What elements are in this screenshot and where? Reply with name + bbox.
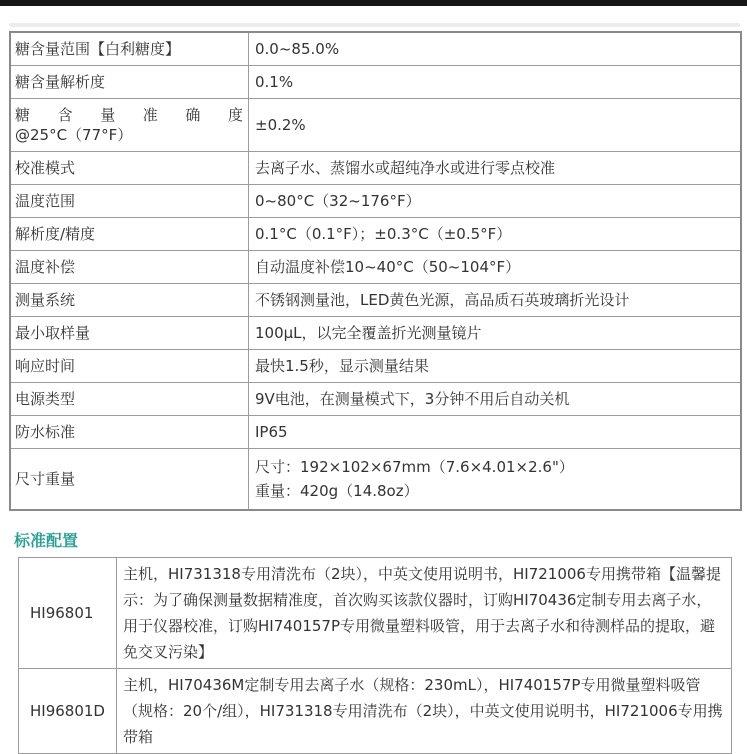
spec-row [10, 383, 741, 416]
config-model: HI96801D [19, 669, 117, 754]
spec-row [10, 185, 741, 218]
spec-label: 温度范围 [10, 185, 249, 218]
spec-value: 不锈钢测量池，LED黄色光源，高品质石英玻璃折光设计 [249, 284, 742, 317]
spec-value: 0~80°C（32~176°F） [249, 185, 742, 218]
spec-label: 糖含量准确度 @25°C（77°F） [10, 99, 249, 152]
spec-label: 测量系统 [10, 284, 249, 317]
spec-label: 糖含量范围【白利糖度】 [10, 32, 249, 66]
spec-label: 尺寸重量 [10, 449, 249, 511]
config-description: 主机，HI731318专用清洗布（2块），中英文使用说明书，HI721006专用携带箱【温馨提示：为了确保测量数据精准度，首次购买该款仪器时，订购HI70436定制专用去离子水，用于仪器校准，订购HI740157P专用微量塑料吸管，用于去离子水和待测样品的提取，避免交叉污染】 [117, 558, 732, 669]
spec-label: 校准模式 [10, 152, 249, 185]
spec-row [10, 251, 741, 284]
top-divider-bar [0, 0, 747, 6]
spec-row [10, 449, 741, 511]
spec-label: 温度补偿 [10, 251, 249, 284]
spec-label: 响应时间 [10, 350, 249, 383]
spec-value: 0.0~85.0% [249, 32, 742, 66]
spec-value: IP65 [249, 416, 742, 449]
spec-label: 防水标准 [10, 416, 249, 449]
spec-label: 糖含量解析度 [10, 66, 249, 99]
spec-value: 尺寸：192×102×67mm（7.6×4.01×2.6"） 重量：420g（14.8oz） [249, 449, 742, 511]
spec-value: 0.1% [249, 66, 742, 99]
config-model: HI96801 [19, 558, 117, 669]
spec-value: 9V电池，在测量模式下，3分钟不用后自动关机 [249, 383, 742, 416]
config-description: 主机，HI70436M定制专用去离子水（规格：230mL），HI740157P专用微量塑料吸管（规格：20个/组），HI731318专用清洗布（2块），中英文使用说明书，HI721006专用携带箱 [117, 669, 732, 754]
spec-value: 自动温度补偿10~40°C（50~104°F） [249, 251, 742, 284]
spec-value: 100μL，以完全覆盖折光测量镜片 [249, 317, 742, 350]
spec-row [10, 350, 741, 383]
spec-value: 0.1°C（0.1°F）；±0.3°C（±0.5°F） [249, 218, 742, 251]
standard-config-table [18, 557, 732, 754]
spec-row [10, 416, 741, 449]
config-row [19, 669, 732, 754]
spec-row [10, 66, 741, 99]
spec-row [10, 152, 741, 185]
spec-row [10, 99, 741, 152]
table-top-shadow [9, 23, 740, 27]
spec-value: 去离子水、蒸馏水或超纯净水或进行零点校准 [249, 152, 742, 185]
spec-row [10, 218, 741, 251]
spec-label: 电源类型 [10, 383, 249, 416]
spec-row [10, 284, 741, 317]
spec-row [10, 317, 741, 350]
spec-label: 最小取样量 [10, 317, 249, 350]
section-heading-standard-config: 标准配置 [14, 531, 79, 550]
spec-value: 最快1.5秒，显示测量结果 [249, 350, 742, 383]
spec-value: ±0.2% [249, 99, 742, 152]
spec-row [10, 32, 741, 66]
config-row [19, 558, 732, 669]
spec-label: 解析度/精度 [10, 218, 249, 251]
spec-table [9, 31, 742, 511]
